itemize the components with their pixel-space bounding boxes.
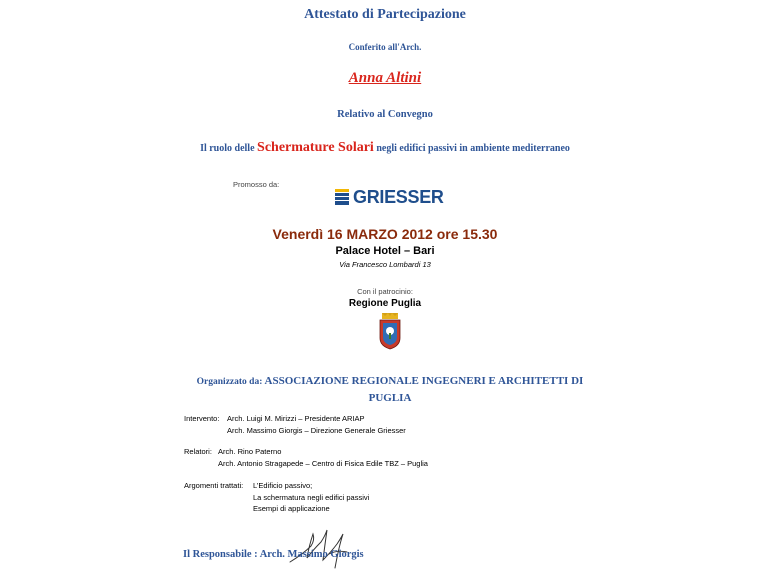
organizer-name: ASSOCIAZIONE REGIONALE INGEGNERI E ARCHITETTI DI PUGLIA (264, 375, 584, 404)
argomenti-label: Argomenti trattati: (184, 481, 244, 490)
relative-line: Relativo al Convegno (337, 109, 433, 120)
organizer-block (180, 373, 600, 406)
patronage-label: Con il patrocinio: (357, 287, 413, 296)
intervento-item: Arch. Luigi M. Mirizzi – Presidente ARIAP (227, 414, 365, 423)
topic-suffix: negli edifici passivi in ambiente mediterraneo (376, 143, 570, 154)
relatori-label: Relatori: (184, 447, 212, 456)
relatori-item: Arch. Rino Paterno (218, 447, 282, 456)
argomenti-item: La schermatura negli edifici passivi (253, 493, 370, 502)
griesser-logo-icon (335, 186, 445, 208)
responsible-signature-line: Il Responsabile : Arch. Massimo Giorgis (183, 549, 364, 560)
recipient-name: Anna Altini (348, 70, 422, 86)
signature-icon (285, 524, 355, 572)
relatori-item: Arch. Antonio Stragapede – Centro di Fisica Edile TBZ – Puglia (218, 459, 428, 468)
griesser-logo-text: GRIESSER (353, 187, 444, 207)
topic-prefix: Il ruolo delle (200, 143, 255, 154)
promoted-label: Promosso da: (233, 180, 280, 189)
topic-line (0, 140, 770, 156)
event-venue: Palace Hotel – Bari (335, 245, 435, 257)
event-date: Venerdì 16 MARZO 2012 ore 15.30 (272, 226, 498, 242)
topic-highlight: Schermature Solari (257, 140, 374, 155)
griesser-mark-icon (335, 189, 349, 205)
regione-puglia-coat-of-arms-icon (377, 312, 403, 350)
intervento-label: Intervento: (184, 414, 220, 423)
certificate-title: Attestato di Partecipazione (304, 7, 466, 22)
argomenti-item: Esempi di applicazione (253, 504, 330, 513)
argomenti-item: L’Edificio passivo; (253, 481, 313, 490)
conferred-line: Conferito all'Arch. (348, 42, 422, 52)
intervento-item: Arch. Massimo Giorgis – Direzione Generale Griesser (227, 426, 406, 435)
event-address: Via Francesco Lombardi 13 (339, 260, 431, 269)
patron-name: Regione Puglia (348, 298, 422, 309)
organizer-label: Organizzato da: (196, 377, 263, 387)
